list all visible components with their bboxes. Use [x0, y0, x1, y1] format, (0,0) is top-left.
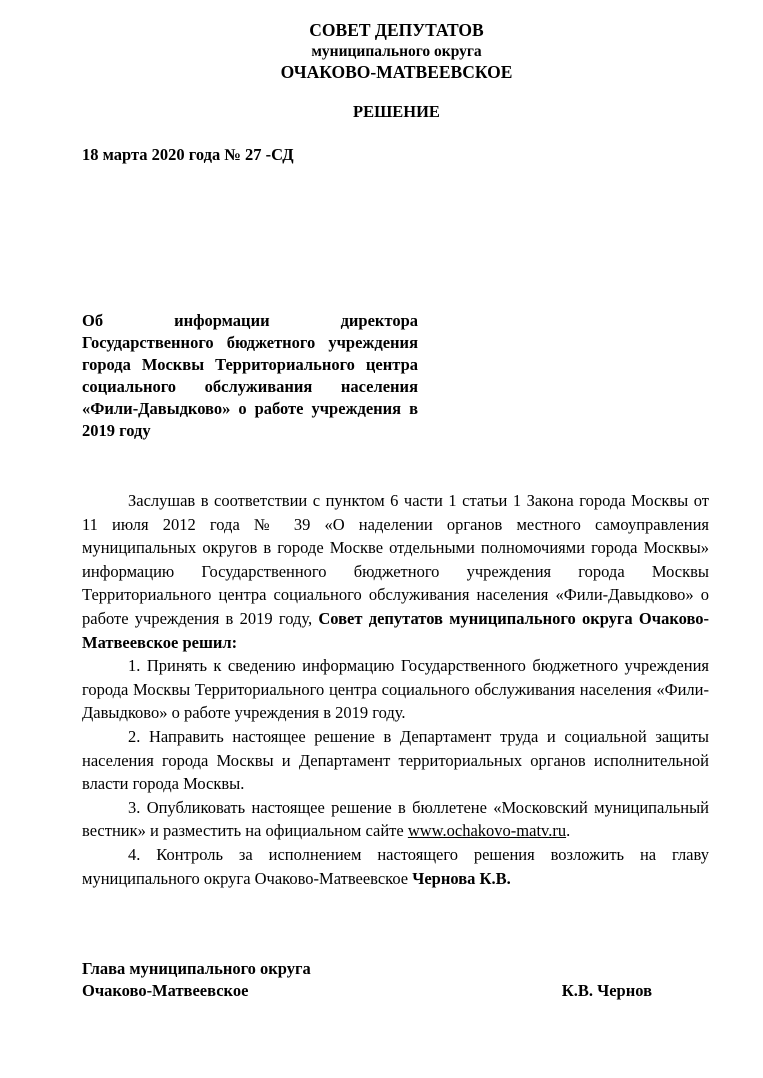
item-4 — [82, 843, 709, 890]
item-4-text: 4. Контроль за исполнением настоящего решения возложить на главу муниципального округа Очаково-Матвеевское — [82, 844, 709, 888]
document-header — [0, 20, 763, 83]
item-4-name: Чернова К.В. — [412, 868, 511, 888]
signatory-name: К.В. Чернов — [561, 981, 652, 1000]
item-3-end: . — [566, 821, 571, 841]
item-3-text: 3. Опубликовать настоящее решение в бюллетене «Московский муниципальный вестник» и разместить на официальном сайте — [82, 797, 709, 841]
decision-body — [82, 489, 709, 890]
preamble-paragraph — [82, 489, 709, 654]
item-3 — [82, 796, 709, 843]
district-name: ОЧАКОВО-МАТВЕЕВСКОЕ — [280, 62, 513, 82]
item-2: 2. Направить настоящее решение в Департамент труда и социальной защиты населения города Москвы и Департамент территориальных органов исполнительной власти города Москвы. — [82, 726, 709, 794]
council-name: СОВЕТ ДЕПУТАТОВ — [309, 20, 484, 40]
preamble-text: Заслушав в соответствии с пунктом 6 части 1 статьи 1 Закона города Москвы от 11 июля 2012 года № 39 «О наделении органов местного самоуправления муниципальных округов в городе Москве отдельными полномочиями города Москвы» информацию Государственного бюджетного учреждения города Москвы Территориального центра социального обслуживания населения «Фили-Давыдково» о работе учреждения в 2019 году, — [82, 491, 709, 628]
decision-title: РЕШЕНИЕ — [353, 102, 440, 121]
signatory-position-line2: Очаково-Матвеевское — [82, 981, 249, 1000]
signature-block — [82, 958, 652, 1002]
decision-subject: Об информации директора Государственного бюджетного учреждения города Москвы Территориального центра социального обслуживания населения «Фили-Давыдково» о работе учреждения в 2019 году — [82, 311, 418, 440]
district-type: муниципального округа — [311, 43, 482, 60]
decision-date-number: 18 марта 2020 года № 27 -СД — [82, 145, 294, 164]
preamble-resolution: Совет депутатов муниципального округа Очаково-Матвеевское решил: — [82, 608, 709, 652]
website-link[interactable]: www.ochakovo-matv.ru — [407, 821, 567, 841]
signature-row — [82, 980, 652, 1002]
item-1: 1. Принять к сведению информацию Государственного бюджетного учреждения города Москвы Территориального центра социального обслуживания населения «Фили-Давыдково» о работе учреждения в 2019 году. — [82, 656, 709, 723]
signatory-position-line1: Глава муниципального округа — [82, 959, 311, 978]
